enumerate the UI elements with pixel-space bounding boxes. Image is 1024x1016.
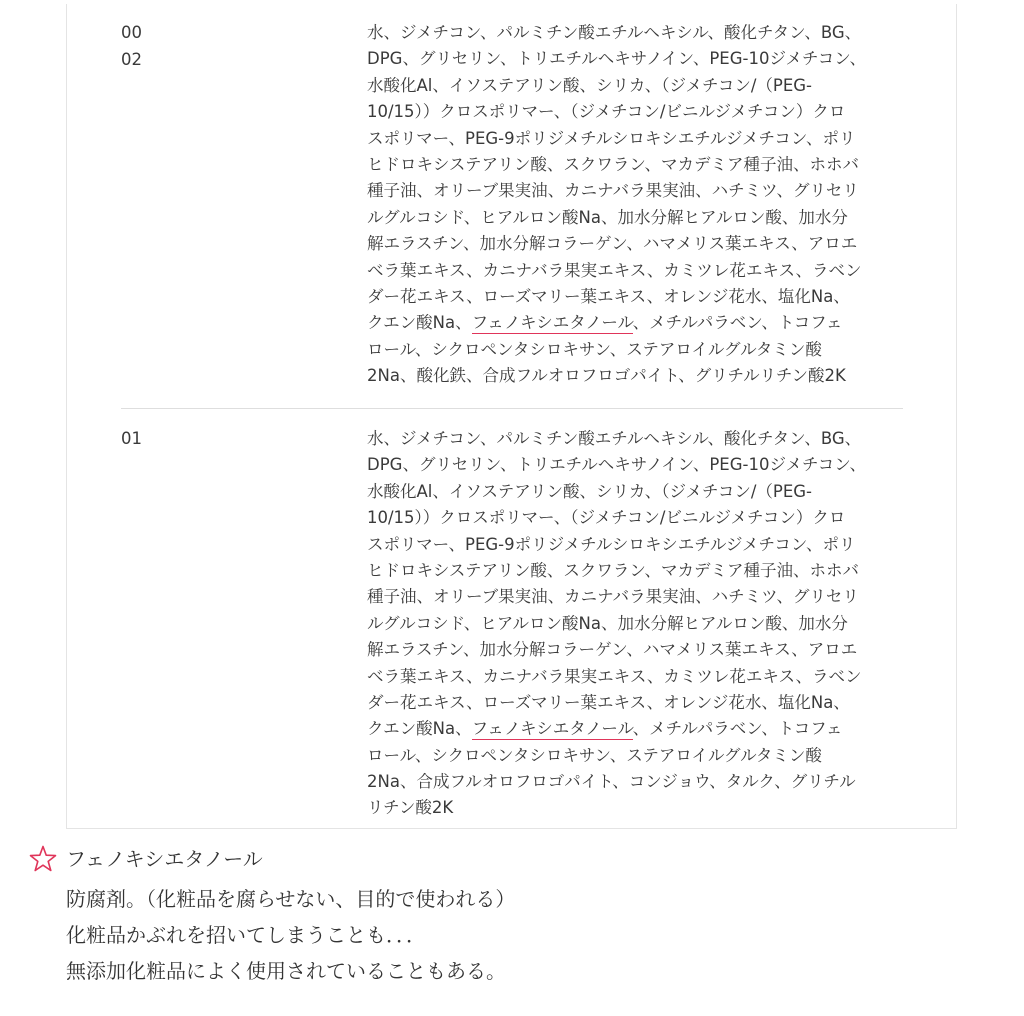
ingredient-text: 10/15））クロスポリマー、（ジメチコン/ビニルジメチコン）クロ	[367, 102, 846, 122]
ingredient-text: スポリマー、PEG-9ポリジメチルシロキシエチルジメチコン、ポリ	[367, 534, 856, 554]
ingredients-table	[66, 4, 957, 829]
ingredient-text: ロール、シクロペンタシロキサン、ステアロイルグルタミン酸	[367, 745, 822, 765]
ingredient-text: 種子油、オリーブ果実油、カニナバラ果実油、ハチミツ、グリセリ	[367, 181, 859, 201]
ingredient-line	[367, 532, 907, 558]
ingredients-cell	[367, 426, 907, 822]
ingredient-line	[367, 126, 907, 152]
ingredient-line	[367, 452, 907, 478]
ingredient-line	[367, 795, 907, 821]
ingredient-text: ヒドロキシステアリン酸、スクワラン、マカデミア種子油、ホホバ	[367, 560, 860, 580]
ingredient-text: クエン酸Na、	[367, 313, 472, 333]
ingredients-cell	[367, 20, 907, 389]
ingredient-text: 10/15））クロスポリマー、（ジメチコン/ビニルジメチコン）クロ	[367, 508, 846, 528]
ingredient-text: 解エラスチン、加水分解コラーゲン、ハマメリス葉エキス、アロエ	[367, 640, 858, 660]
ingredient-line	[367, 73, 907, 99]
note-line: 防腐剤。（化粧品を腐らせない、目的で使われる）	[66, 887, 516, 911]
ingredient-line	[367, 584, 907, 610]
ingredient-text: DPG、グリセリン、トリエチルヘキサノイン、PEG-10ジメチコン、	[367, 49, 866, 69]
shade-number: 00	[121, 23, 142, 42]
ingredient-text: 、メチルパラベン、トコフェ	[632, 719, 843, 739]
ingredient-text: 2Na、合成フルオロフロゴパイト、コンジョウ、タルク、グリチル	[367, 772, 856, 792]
ingredient-line	[367, 231, 907, 257]
ingredient-text: ルグルコシド、ヒアルロン酸Na、加水分解ヒアルロン酸、加水分	[367, 613, 848, 633]
ingredient-text: ベラ葉エキス、カニナバラ果実エキス、カミツレ花エキス、ラベン	[367, 260, 862, 280]
ingredient-line	[367, 205, 907, 231]
note-body	[66, 881, 515, 989]
note-title: フェノキシエタノール	[66, 847, 263, 871]
ingredient-text: ルグルコシド、ヒアルロン酸Na、加水分解ヒアルロン酸、加水分	[367, 207, 848, 227]
ingredient-line	[367, 558, 907, 584]
ingredient-line	[367, 20, 907, 46]
ingredient-line	[367, 46, 907, 72]
ingredient-text: 、メチルパラベン、トコフェ	[632, 313, 843, 333]
row-divider	[121, 408, 903, 409]
ingredient-text: スポリマー、PEG-9ポリジメチルシロキシエチルジメチコン、ポリ	[367, 128, 856, 148]
shade-number-cell	[121, 20, 199, 73]
ingredient-line	[367, 258, 907, 284]
note-line: 化粧品かぶれを招いてしまうことも．．．	[66, 923, 426, 947]
ingredient-line	[367, 690, 907, 716]
ingredient-text: DPG、グリセリン、トリエチルヘキサノイン、PEG-10ジメチコン、	[367, 455, 866, 475]
note-line: 無添加化粧品によく使用されていることもある。	[66, 959, 506, 983]
ingredient-line	[367, 611, 907, 637]
ingredient-line	[367, 99, 907, 125]
ingredient-line	[367, 178, 907, 204]
shade-number: 02	[121, 49, 142, 69]
ingredient-line	[367, 743, 907, 769]
ingredient-line	[367, 152, 907, 178]
ingredient-text: 解エラスチン、加水分解コラーゲン、ハマメリス葉エキス、アロエ	[367, 234, 858, 254]
ingredient-line	[367, 426, 907, 452]
ingredient-line	[367, 769, 907, 795]
ingredient-text: 水、ジメチコン、パルミチン酸エチルヘキシル、酸化チタン、BG、	[367, 23, 862, 42]
highlighted-ingredient: フェノキシエタノール	[471, 313, 633, 333]
ingredient-text: ヒドロキシステアリン酸、スクワラン、マカデミア種子油、ホホバ	[367, 154, 860, 174]
ingredient-text: 水酸化Al、イソステアリン酸、シリカ、（ジメチコン/（PEG-	[367, 75, 812, 95]
ingredient-line	[367, 363, 907, 389]
ingredient-line	[367, 664, 907, 690]
ingredient-text: 種子油、オリーブ果実油、カニナバラ果実油、ハチミツ、グリセリ	[367, 587, 859, 607]
ingredient-line	[367, 337, 907, 363]
ingredient-line	[367, 716, 907, 742]
shade-number: 01	[121, 429, 142, 448]
ingredient-text: 2Na、酸化鉄、合成フルオロフロゴパイト、グリチルリチン酸2K	[367, 366, 846, 386]
ingredient-line	[367, 310, 907, 336]
ingredient-text: リチン酸2K	[367, 798, 454, 818]
ingredient-text: 水酸化Al、イソステアリン酸、シリカ、（ジメチコン/（PEG-	[367, 481, 812, 501]
ingredient-text: ベラ葉エキス、カニナバラ果実エキス、カミツレ花エキス、ラベン	[367, 666, 862, 686]
ingredient-line	[367, 479, 907, 505]
ingredient-text: ダー花エキス、ローズマリー葉エキス、オレンジ花水、塩化Na、	[367, 692, 850, 712]
shade-number-cell	[121, 426, 199, 453]
ingredient-line	[367, 505, 907, 531]
ingredient-text: クエン酸Na、	[367, 719, 472, 739]
highlighted-ingredient: フェノキシエタノール	[471, 719, 633, 739]
ingredient-text: ダー花エキス、ローズマリー葉エキス、オレンジ花水、塩化Na、	[367, 286, 850, 306]
ingredient-line	[367, 637, 907, 663]
star-outline-icon	[28, 844, 58, 874]
ingredient-text: 水、ジメチコン、パルミチン酸エチルヘキシル、酸化チタン、BG、	[367, 429, 862, 448]
ingredient-text: ロール、シクロペンタシロキサン、ステアロイルグルタミン酸	[367, 339, 822, 359]
ingredient-line	[367, 284, 907, 310]
